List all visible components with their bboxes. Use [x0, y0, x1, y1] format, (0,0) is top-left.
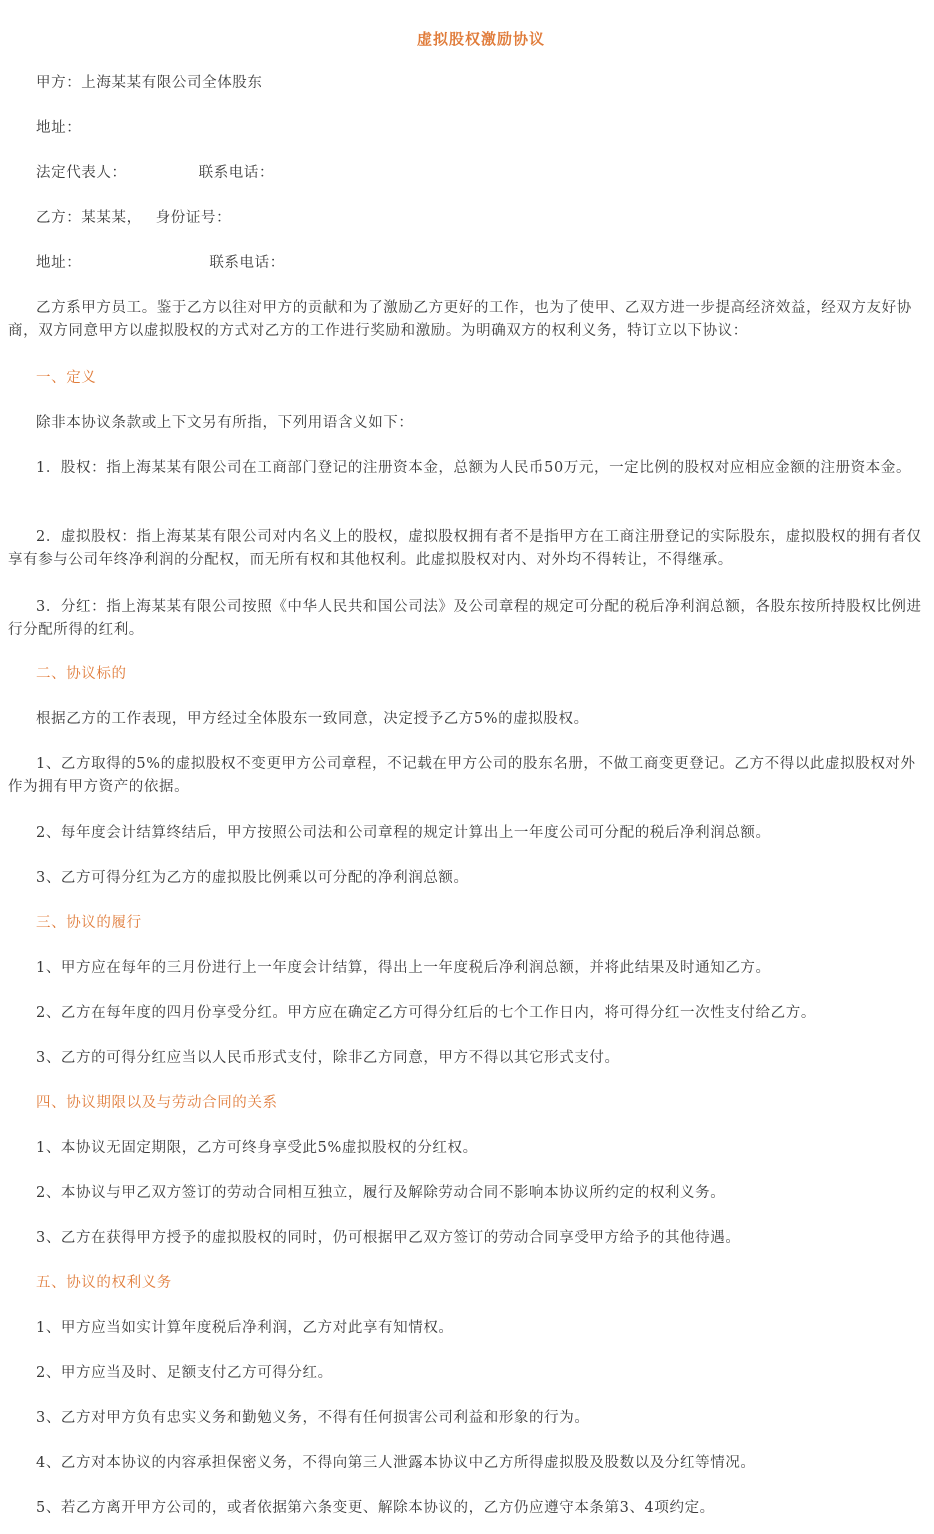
clause-item: 1、乙方取得的5%的虚拟股权不变更甲方公司章程，不记载在甲方公司的股东名册，不做工商变更登记。乙方不得以此虚拟股权对外作为拥有甲方资产的依据。 — [8, 756, 916, 795]
document-title: 虚拟股权激励协议 — [416, 30, 545, 48]
clause-item: 3、乙方对甲方负有忠实义务和勤勉义务，不得有任何损害公司利益和形象的行为。 — [36, 1410, 590, 1426]
section-lead: 根据乙方的工作表现，甲方经过全体股东一致同意，决定授予乙方5%的虚拟股权。 — [36, 711, 589, 727]
section-heading-term: 四、协议期限以及与劳动合同的关系 — [36, 1095, 278, 1111]
party-a-name: 甲方：上海某某有限公司全体股东 — [36, 75, 263, 91]
party-a-rep-line — [8, 162, 922, 185]
party-a-phone-label: 联系电话： — [198, 165, 275, 181]
clause-item: 4、乙方对本协议的内容承担保密义务，不得向第三人泄露本协议中乙方所得虚拟股及股数以及分红等情况。 — [36, 1455, 756, 1471]
clause-item: 3、乙方的可得分红应当以人民币形式支付，除非乙方同意，甲方不得以其它形式支付。 — [36, 1050, 620, 1066]
clause-item: 2、乙方在每年度的四月份享受分红。甲方应在确定乙方可得分红后的七个工作日内，将可得分红一次性支付给乙方。 — [36, 1005, 816, 1021]
party-b-name-line — [8, 207, 922, 230]
clause-item: 2、本协议与甲乙双方签订的劳动合同相互独立，履行及解除劳动合同不影响本协议所约定的权利义务。 — [36, 1185, 726, 1201]
clause-item: 2．虚拟股权：指上海某某有限公司对内名义上的股权，虚拟股权拥有者不是指甲方在工商注册登记的实际股东，虚拟股权的拥有者仅享有参与公司年终净利润的分配权，而无所有权和其他权利。此虚拟股权对内、对外均不得转让，不得继承。 — [8, 529, 922, 568]
intro-paragraph: 乙方系甲方员工。鉴于乙方以往对甲方的贡献和为了激励乙方更好的工作，也为了使甲、乙双方进一步提高经济效益，经双方友好协商，双方同意甲方以虚拟股权的方式对乙方的工作进行奖励和激励。为明确双方的权利义务，特订立以下协议： — [8, 300, 912, 339]
section-lead: 除非本协议条款或上下文另有所指，下列用语含义如下： — [36, 415, 414, 431]
party-b-address-label: 地址： — [36, 255, 82, 271]
party-b-id-label: 身份证号： — [155, 210, 232, 226]
clause-item: 1、甲方应当如实计算年度税后净利润，乙方对此享有知情权。 — [36, 1320, 454, 1336]
clause-item: 1、甲方应在每年的三月份进行上一年度会计结算，得出上一年度税后净利润总额，并将此结果及时通知乙方。 — [36, 960, 771, 976]
section-heading-subject: 二、协议标的 — [36, 666, 127, 682]
clause-item: 3．分红：指上海某某有限公司按照《中华人民共和国公司法》及公司章程的规定可分配的税后净利润总额，各股东按所持股权比例进行分配所得的红利。 — [8, 599, 922, 638]
section-heading-rights: 五、协议的权利义务 — [36, 1275, 172, 1291]
clause-item: 3、乙方可得分红为乙方的虚拟股比例乘以可分配的净利润总额。 — [36, 870, 469, 886]
clause-item: 1．股权：指上海某某有限公司在工商部门登记的注册资本金，总额为人民币50万元，一定比例的股权对应相应金额的注册资本金。 — [36, 460, 912, 476]
party-a-rep-label: 法定代表人： — [36, 165, 127, 181]
clause-item: 2、甲方应当及时、足额支付乙方可得分红。 — [36, 1365, 333, 1381]
party-b-address-line — [8, 252, 922, 275]
party-b-phone-label: 联系电话： — [209, 255, 285, 271]
clause-item: 1、本协议无固定期限，乙方可终身享受此5%虚拟股权的分红权。 — [36, 1140, 478, 1156]
clause-item: 2、每年度会计结算终结后，甲方按照公司法和公司章程的规定计算出上一年度公司可分配的税后净利润总额。 — [36, 825, 771, 841]
party-a-address: 地址： — [36, 120, 82, 136]
clause-item: 5、若乙方离开甲方公司的，或者依据第六条变更、解除本协议的，乙方仍应遵守本条第3、4项约定。 — [36, 1500, 715, 1516]
clause-item: 3、乙方在获得甲方授予的虚拟股权的同时，仍可根据甲乙双方签订的劳动合同享受甲方给予的其他待遇。 — [36, 1230, 741, 1246]
party-b-name-label: 乙方：某某某， — [36, 210, 142, 226]
section-heading-definitions: 一、定义 — [36, 370, 97, 386]
section-heading-performance: 三、协议的履行 — [36, 915, 142, 931]
